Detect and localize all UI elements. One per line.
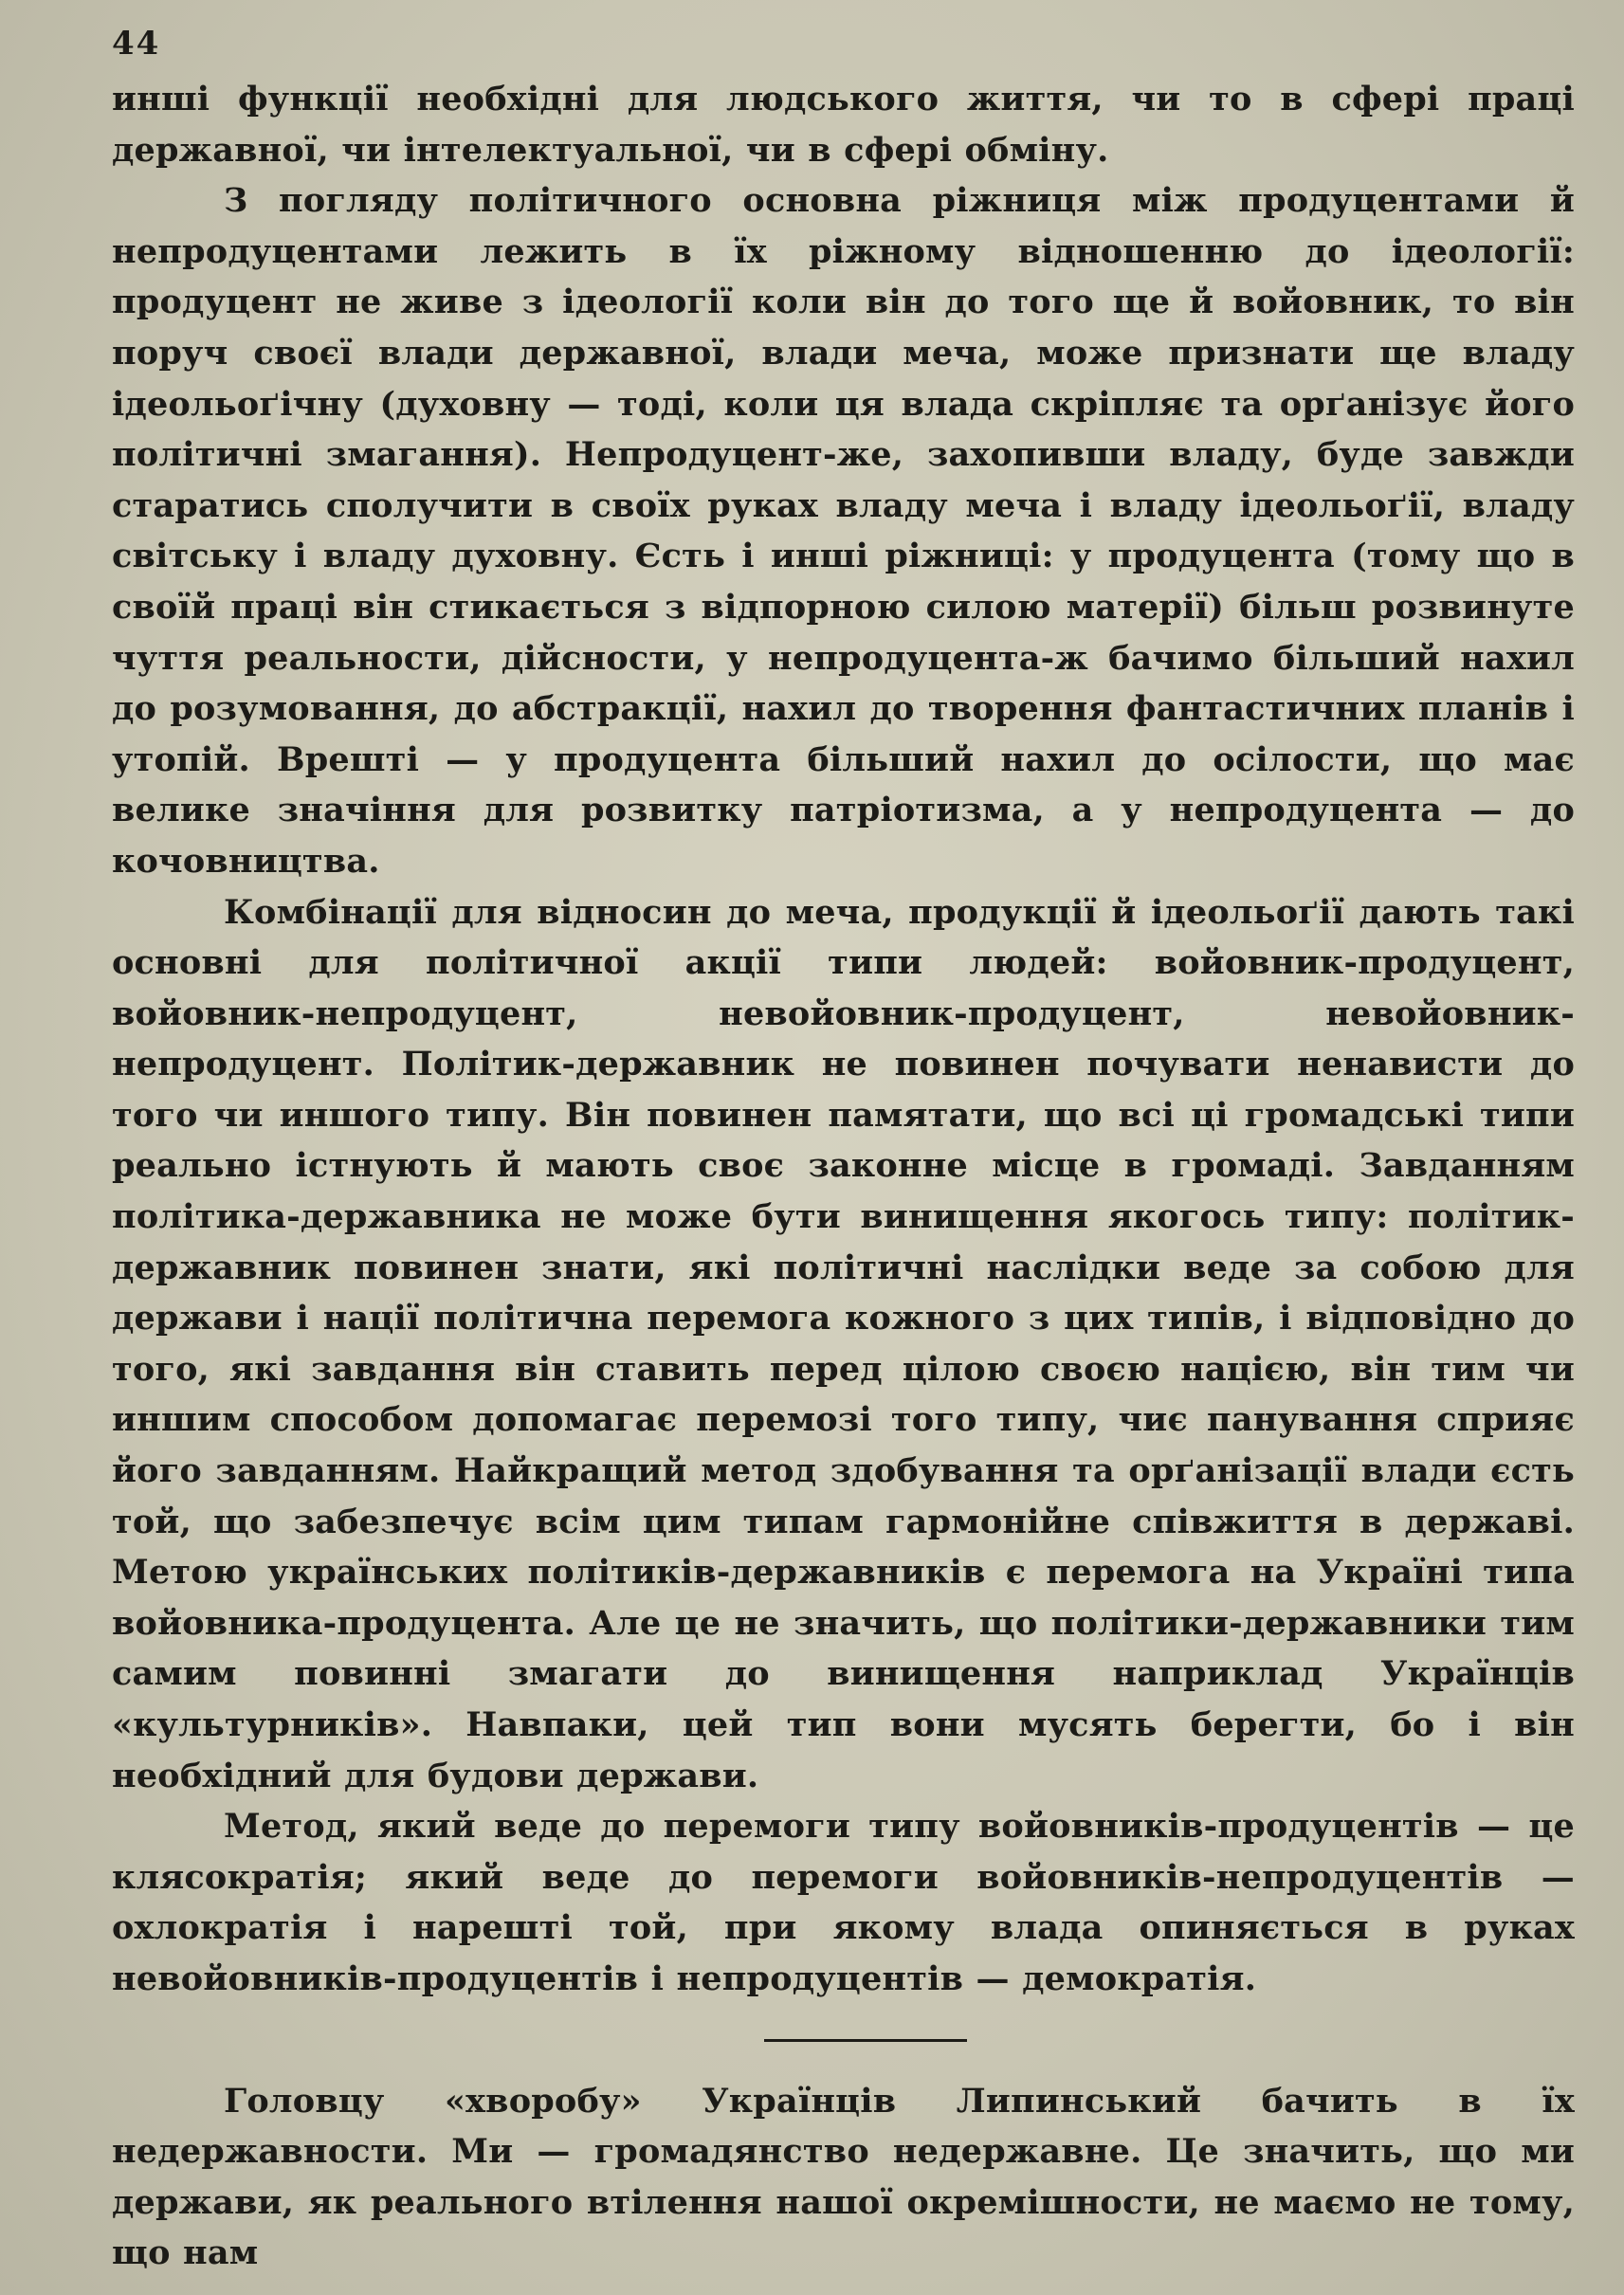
continued-text [112, 2076, 1575, 2279]
paragraph-4: Метод, який веде до перемоги типу войовників-продуцентів — це клясократія; який веде до перемоги войовників-непродуцентів — охлократія і нарешті той, при якому влада опиняється в руках невойовників-продуцентів і непродуцентів — демократія. [112, 1807, 1575, 1998]
paragraph-5: Головцу «хворобу» Українців Липинський бачить в їх недержавности. Ми — громадянство недержавне. Це значить, що ми держави, як реального втілення нашої окремішности, не маємо не тому, що нам [112, 2081, 1575, 2273]
paragraph-2: З погляду політичного основна ріжниця між продуцентами й непродуцентами лежить в їх ріжному відношенню до ідеології: продуцент не живе з ідеології коли він до того ще й войовник, то він поруч своєї влади державної, влади меча, може признати ще владу ідеольоґічну (духовну — тоді, коли ця влада скріпляє та орґанізує його політичні змагання). Непродуцент-же, захопивши владу, буде завжди старатись сполучити в своїх руках владу меча і владу ідеольоґії, владу світську і владу духовну. Єсть і инші ріжниці: у продуцента (тому що в своїй праці він стикається з відпорною силою матерії) більш розвинуте чуття реальности, дійсности, у непродуцента-ж бачимо більший нахил до розумовання, до абстракції, нахил до творення фантастичних планів і утопій. Врешті — у продуцента більший нахил до осілости, що має велике значіння для розвитку патріотизма, а у непродуцента — до кочовництва. [112, 181, 1575, 881]
main-text [112, 74, 1575, 2005]
page-number: 44 [112, 25, 161, 63]
paragraph-1: инші функції необхідні для людського життя, чи то в сфері праці державної, чи інтелектуальної, чи в сфері обміну. [112, 80, 1575, 170]
section-divider [764, 2039, 967, 2042]
paragraph-3: Комбінації для відносин до меча, продукції й ідеольоґії дають такі основні для політичної акції типи людей: войовник-продуцент, войовник-непродуцент, невойовник-продуцент, невойовник-непродуцент. Політик-державник не повинен почувати ненависти до того чи иншого типу. Він повинен памятати, що всі ці громадські типи реально істнують й мають своє законне місце в громаді. Завданням політика-державника не може бути винищення якогось типу: політик-державник повинен знати, які політичні наслідки веде за собою для держави і нації політична перемога кожного з цих типів, і відповідно до того, які завдання він ставить перед цілою своєю нацією, він тим чи иншим способом допомагає перемозі того типу, чиє панування сприяє його завданням. Найкращий метод здобування та орґанізації влади єсть той, що забезпечує всім цим типам гармонійне співжиття в державі. Метою українських політиків-державників є перемога на Україні типа войовника-продуцента. Але це не значить, що політики-державники тим самим повинні змагати до винищення наприклад Українців «культурників». Навпаки, цей тип вони мусять берегти, бо і він необхідний для будови держави. [112, 892, 1575, 1795]
